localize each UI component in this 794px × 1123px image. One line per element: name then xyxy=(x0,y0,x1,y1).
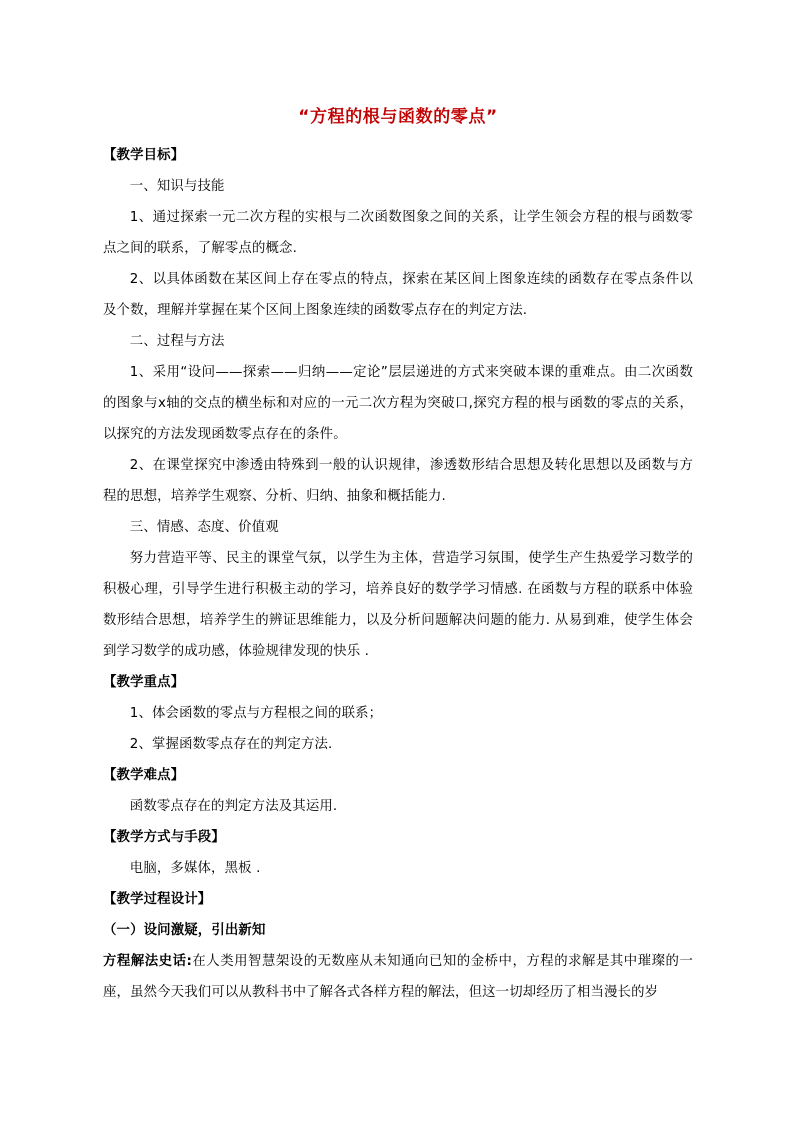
key-point-1: 1、体会函数的零点与方程根之间的联系； xyxy=(129,706,383,721)
process-heading: 二、过程与方法 xyxy=(129,334,225,349)
emotion-text: 努力营造平等、民主的课堂气氛，以学生为主体，营造学习氛围，使学生产生热爱学习数学的积极心理，引导学生进行积极主动的学习，培养良好的数学学习情感. 在函数与方程的联系中体验数形结合思想，培养学生的辨证思维能力，以及分析问题解决问题的能力. 从易到难，使学生体会到学习数学的成功感，体验规律发现的快乐 . xyxy=(103,551,693,659)
difficulty-text: 函数零点存在的判定方法及其运用. xyxy=(129,799,338,814)
history-paragraph xyxy=(103,946,693,1008)
difficulty-heading: 【教学难点】 xyxy=(103,768,185,783)
knowledge-item-2: 2、以具体函数在某区间上存在零点的特点，探索在某区间上图象连续的函数存在零点条件以及个数，理解并掌握在某个区间上图象连续的函数零点存在的判定方法. xyxy=(103,272,693,318)
history-lead: 方程解法史话: xyxy=(103,954,193,969)
key-points-heading: 【教学重点】 xyxy=(103,675,185,690)
document-title: “方程的根与函数的零点” xyxy=(298,107,498,127)
emotion-heading: 三、情感、态度、价值观 xyxy=(129,520,279,535)
knowledge-heading: 一、知识与技能 xyxy=(129,179,225,194)
history-text: 在人类用智慧架设的无数座从未知通向已知的金桥中，方程的求解是其中璀璨的一座，虽然今天我们可以从教科书中了解各式各样方程的解法，但这一切却经历了相当漫长的岁 xyxy=(103,954,694,1000)
key-point-2: 2、掌握函数零点存在的判定方法. xyxy=(129,737,333,752)
knowledge-item-1: 1、通过探索一元二次方程的实根与二次函数图象之间的关系，让学生领会方程的根与函数零点之间的联系，了解零点的概念. xyxy=(103,210,693,256)
document-body xyxy=(103,104,693,1008)
methods-text: 电脑，多媒体，黑板 . xyxy=(129,861,261,876)
goals-heading: 【教学目标】 xyxy=(103,148,185,163)
methods-heading: 【教学方式与手段】 xyxy=(103,830,225,845)
process-item-1: 1、采用“设问——探索——归纳——定论”层层递进的方式来突破本课的重难点。由二次函数的图象与x轴的交点的横坐标和对应的一元二次方程为突破口,探究方程的根与函数的零点的关系，以探究的方法发现函数零点存在的条件。 xyxy=(103,365,693,442)
section-1-heading: （一）设问激疑，引出新知 xyxy=(103,923,266,938)
process-item-2: 2、在课堂探究中渗透由特殊到一般的认识规律，渗透数形结合思想及转化思想以及函数与方程的思想，培养学生观察、分析、归纳、抽象和概括能力. xyxy=(103,458,693,504)
design-heading: 【教学过程设计】 xyxy=(103,892,212,907)
